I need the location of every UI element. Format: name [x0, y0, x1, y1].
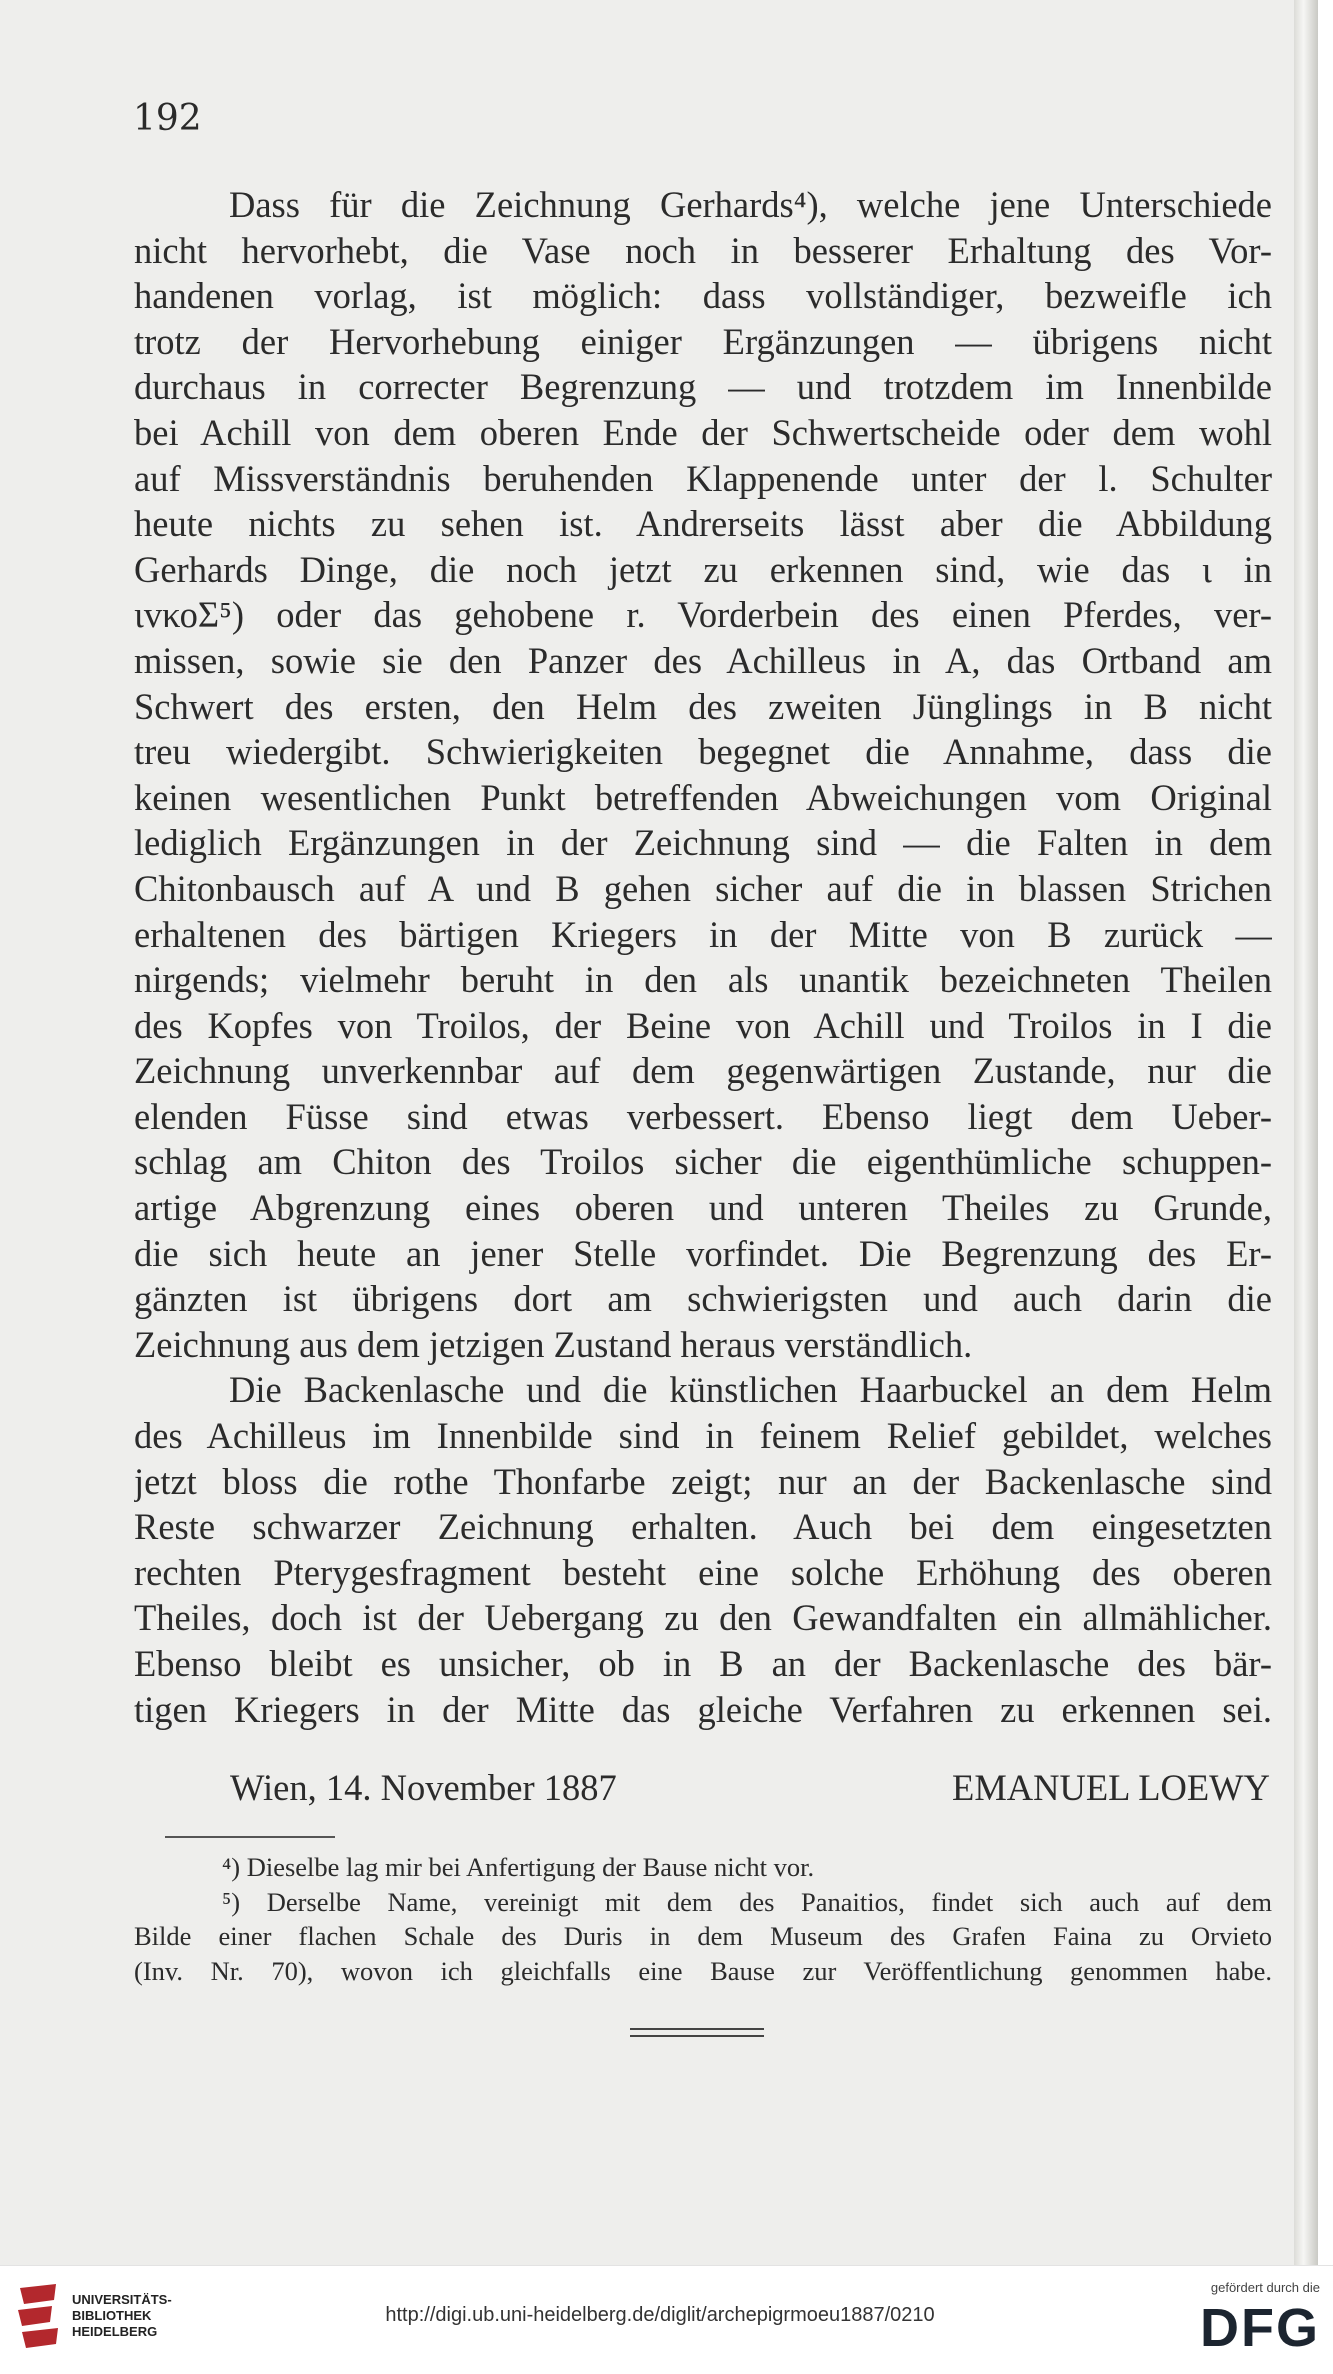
text-line: Reste schwarzer Zeichnung erhalten. Auch bei dem eingesetzten — [134, 1506, 1272, 1548]
text-line: erhaltenen des bärtigen Kriegers in der Mitte von B zurück — — [134, 913, 1272, 955]
text-line: Zeichnung unverkennbar auf dem gegenwärtigen Zustande, nur die — [134, 1050, 1272, 1092]
text-line: nicht hervorhebt, die Vase noch in besserer Erhaltung des Vor- — [134, 229, 1272, 271]
page-edge-shadow — [1294, 0, 1318, 2265]
place-date: Wien, 14. November 1887 — [230, 1767, 617, 1808]
text-line: elenden Füsse sind etwas verbessert. Ebenso liegt dem Ueber- — [134, 1095, 1272, 1137]
text-line: Chitonbausch auf A und B gehen sicher auf die in blassen Strichen — [134, 867, 1272, 909]
author-name: EMANUEL LOEWY — [952, 1767, 1270, 1808]
page-number: 192 — [133, 98, 202, 139]
text-line: des Achilleus im Innenbilde sind in feinem Relief gebildet, welches — [134, 1415, 1272, 1457]
text-line: trotz der Hervorhebung einiger Ergänzungen — übrigens nicht — [134, 320, 1272, 362]
text-line: heute nichts zu sehen ist. Andrerseits lässt aber die Abbildung — [134, 503, 1272, 545]
text-line: nirgends; vielmehr beruht in den als unantik bezeichneten Theilen — [134, 959, 1272, 1001]
text-line: Ebenso bleibt es unsicher, ob in B an der Backenlasche des bär- — [134, 1643, 1272, 1684]
body-text — [134, 182, 1272, 1732]
text-line: artige Abgrenzung eines oberen und unteren Theiles zu Grunde, — [134, 1187, 1272, 1229]
text-line: Die Backenlasche und die künstlichen Haarbuckel an dem Helm — [229, 1369, 1272, 1411]
text-line: Schwert des ersten, den Helm des zweiten Jünglings in B nicht — [134, 685, 1272, 727]
text-line: schlag am Chiton des Troilos sicher die eigenthümliche schuppen- — [134, 1141, 1272, 1183]
text-line: tigen Kriegers in der Mitte das gleiche Verfahren zu erkennen sei. — [134, 1688, 1272, 1730]
text-line: jetzt bloss die rothe Thonfarbe zeigt; nur an der Backenlasche sind — [134, 1460, 1272, 1502]
text-line: ιvκοΣ⁵) oder das gehobene r. Vorderbein des einen Pferdes, ver- — [134, 594, 1272, 636]
footnote-line: Bilde einer flachen Schale des Duris in dem Museum des Grafen Faina zu Orvieto — [134, 1921, 1272, 1951]
text-line: bei Achill von dem oberen Ende der Schwertscheide oder dem wohl — [134, 411, 1272, 453]
end-double-rule — [630, 2028, 764, 2037]
library-name: UNIVERSITÄTS- BIBLIOTHEK HEIDELBERG — [72, 2292, 172, 2339]
footnote-line: (Inv. Nr. 70), wovon ich gleichfalls eine Bause zur Veröffentlichung genommen habe. — [134, 1955, 1272, 1986]
text-line: durchaus in correcter Begrenzung — und trotzdem im Innenbilde — [134, 366, 1272, 408]
dfg-logo: DFG — [1200, 2298, 1320, 2358]
text-line: die sich heute an jener Stelle vorfindet. Die Begrenzung des Er- — [134, 1232, 1272, 1274]
footnote-divider — [165, 1836, 335, 1838]
text-line: Zeichnung aus dem jetzigen Zustand heraus verständlich. — [134, 1323, 973, 1365]
page-url[interactable]: http://digi.ub.uni-heidelberg.de/diglit/archepigrmoeu1887/0210 — [385, 2304, 935, 2326]
text-line: lediglich Ergänzungen in der Zeichnung sind — die Falten in dem — [134, 822, 1272, 864]
funding-credit — [1180, 2280, 1320, 2357]
viewer-footer — [0, 2265, 1333, 2374]
funding-caption: gefördert durch die — [1210, 2280, 1320, 2295]
text-line: handenen vorlag, ist möglich: dass vollständiger, bezweifle ich — [134, 275, 1272, 317]
footnote-line: ⁴) Dieselbe lag mir bei Anfertigung der Bause nicht vor. — [222, 1852, 815, 1882]
text-line: missen, sowie sie den Panzer des Achilleus in A, das Ortband am — [134, 639, 1272, 681]
text-line: treu wiedergibt. Schwierigkeiten begegnet die Annahme, dass die — [134, 731, 1272, 773]
signature-line — [230, 1765, 1270, 1810]
footnotes — [134, 1850, 1272, 1988]
text-line: Theiles, doch ist der Uebergang zu den Gewandfalten ein allmählicher. — [134, 1597, 1272, 1639]
text-line: des Kopfes von Troilos, der Beine von Achill und Troilos in I die — [134, 1004, 1272, 1046]
footnote-line: ⁵) Derselbe Name, vereinigt mit dem des Panaitios, findet sich auch auf dem — [222, 1886, 1272, 1917]
text-line: keinen wesentlichen Punkt betreffenden Abweichungen vom Original — [134, 776, 1272, 818]
text-line: rechten Pterygesfragment besteht eine solche Erhöhung des oberen — [134, 1551, 1272, 1593]
text-line: Dass für die Zeichnung Gerhards⁴), welche jene Unterschiede — [229, 184, 1272, 225]
text-line: Gerhards Dinge, die noch jetzt zu erkennen sind, wie das ι in — [134, 548, 1272, 590]
library-logo-icon — [14, 2280, 62, 2360]
text-line: gänzten ist übrigens dort am schwierigsten und auch darin die — [134, 1278, 1272, 1320]
text-line: auf Missverständnis beruhenden Klappenende unter der l. Schulter — [134, 457, 1272, 499]
